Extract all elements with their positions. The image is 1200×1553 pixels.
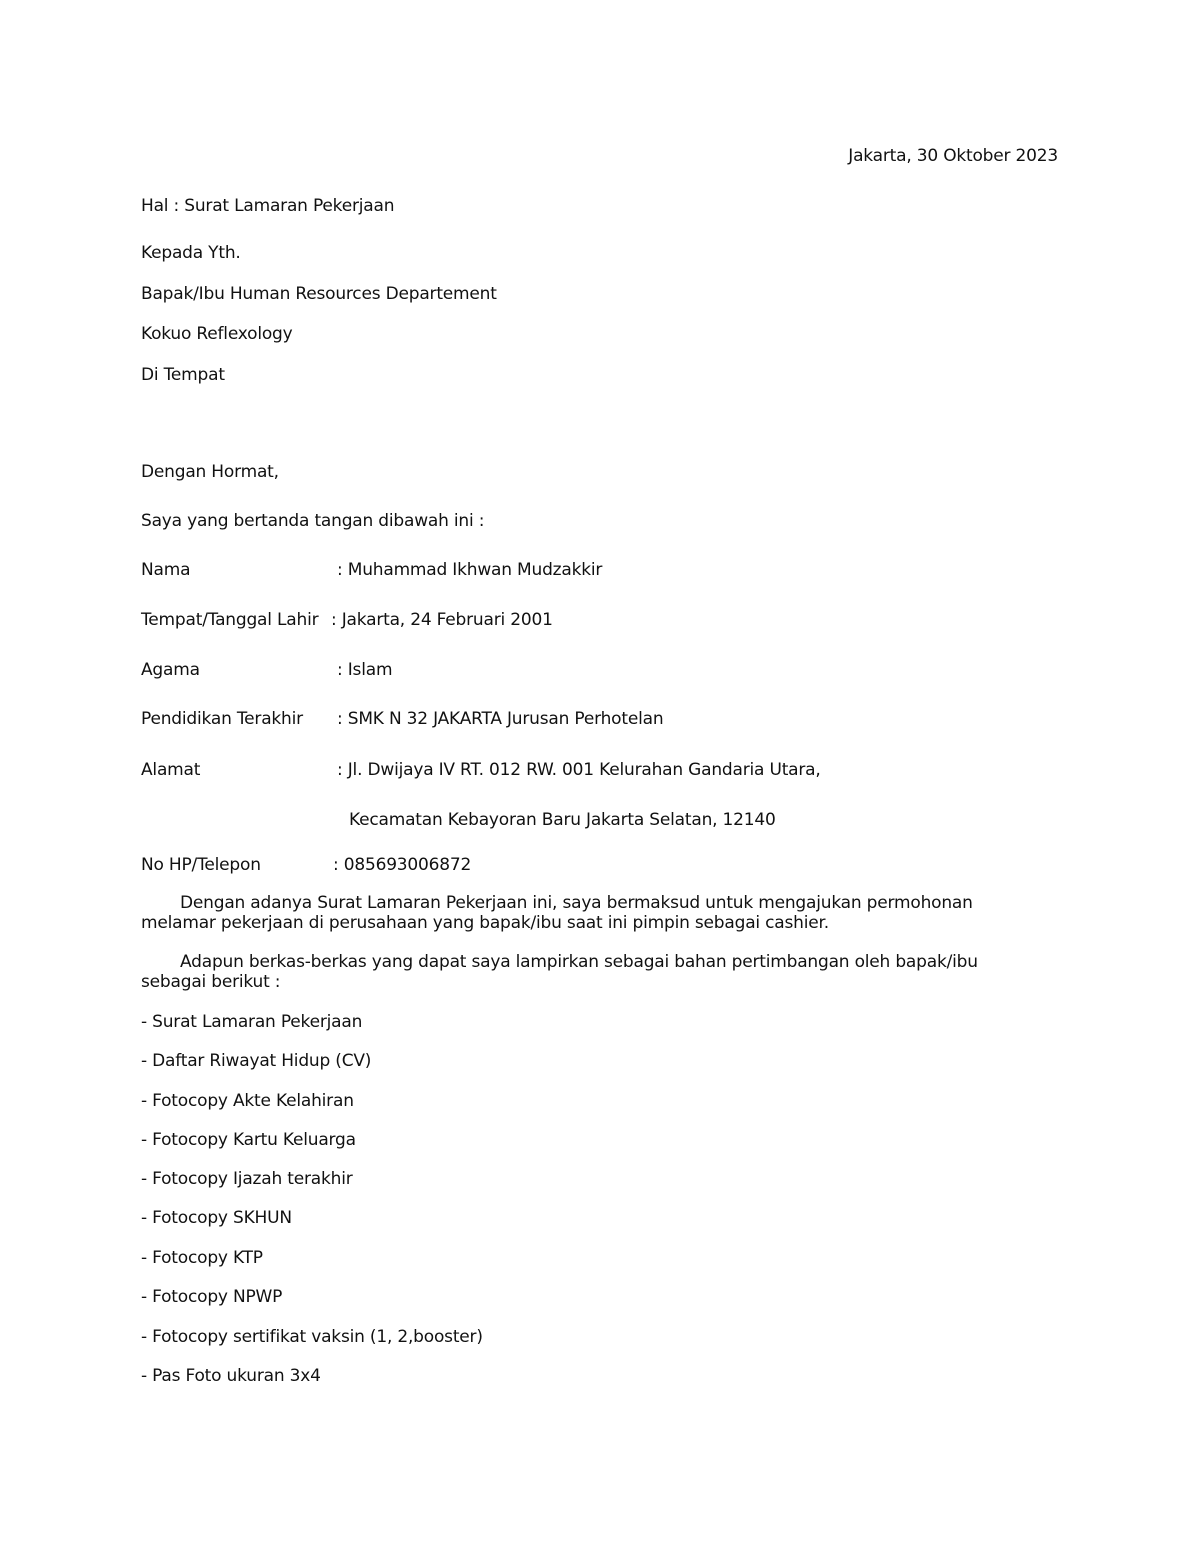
field-value-education: : SMK N 32 JAKARTA Jurusan Perhotelan xyxy=(337,709,664,729)
recipient-line-1: Kepada Yth. xyxy=(141,243,241,263)
field-value-phone: : 085693006872 xyxy=(333,855,472,875)
field-label-birth: Tempat/Tanggal Lahir xyxy=(141,610,319,630)
field-label-religion: Agama xyxy=(141,660,200,680)
field-value-religion: : Islam xyxy=(337,660,393,680)
letter-date: Jakarta, 30 Oktober 2023 xyxy=(848,146,1058,166)
attachment-item: - Pas Foto ukuran 3x4 xyxy=(141,1366,321,1386)
attachment-item: - Fotocopy Ijazah terakhir xyxy=(141,1169,353,1189)
attachment-item: - Fotocopy sertifikat vaksin (1, 2,booster) xyxy=(141,1327,483,1347)
field-value-name: : Muhammad Ikhwan Mudzakkir xyxy=(337,560,603,580)
field-label-phone: No HP/Telepon xyxy=(141,855,261,875)
field-value-address-2: Kecamatan Kebayoran Baru Jakarta Selatan, 12140 xyxy=(349,810,776,830)
attachment-item: - Fotocopy NPWP xyxy=(141,1287,283,1307)
paragraph-attachments-intro: Adapun berkas-berkas yang dapat saya lampirkan sebagai bahan pertimbangan oleh bapak/ibu sebagai berikut : xyxy=(141,952,978,992)
letter-subject: Hal : Surat Lamaran Pekerjaan xyxy=(141,196,395,216)
attachment-item: - Fotocopy Kartu Keluarga xyxy=(141,1130,356,1150)
field-value-address: : Jl. Dwijaya IV RT. 012 RW. 001 Kelurahan Gandaria Utara, xyxy=(337,760,821,780)
attachment-item: - Fotocopy Akte Kelahiran xyxy=(141,1091,354,1111)
salutation: Dengan Hormat, xyxy=(141,462,279,482)
attachment-item: - Surat Lamaran Pekerjaan xyxy=(141,1012,363,1032)
field-value-birth: : Jakarta, 24 Februari 2001 xyxy=(331,610,553,630)
field-label-name: Nama xyxy=(141,560,191,580)
field-label-address: Alamat xyxy=(141,760,201,780)
attachment-item: - Fotocopy KTP xyxy=(141,1248,263,1268)
intro-text: Saya yang bertanda tangan dibawah ini : xyxy=(141,511,485,531)
recipient-line-3: Kokuo Reflexology xyxy=(141,324,293,344)
recipient-line-4: Di Tempat xyxy=(141,365,225,385)
attachment-item: - Daftar Riwayat Hidup (CV) xyxy=(141,1051,372,1071)
recipient-line-2: Bapak/Ibu Human Resources Departement xyxy=(141,284,497,304)
field-label-education: Pendidikan Terakhir xyxy=(141,709,303,729)
attachment-item: - Fotocopy SKHUN xyxy=(141,1208,292,1228)
paragraph-purpose: Dengan adanya Surat Lamaran Pekerjaan ini, saya bermaksud untuk mengajukan permohonan melamar pekerjaan di perusahaan yang bapak/ibu saat ini pimpin sebagai cashier. xyxy=(141,893,973,933)
